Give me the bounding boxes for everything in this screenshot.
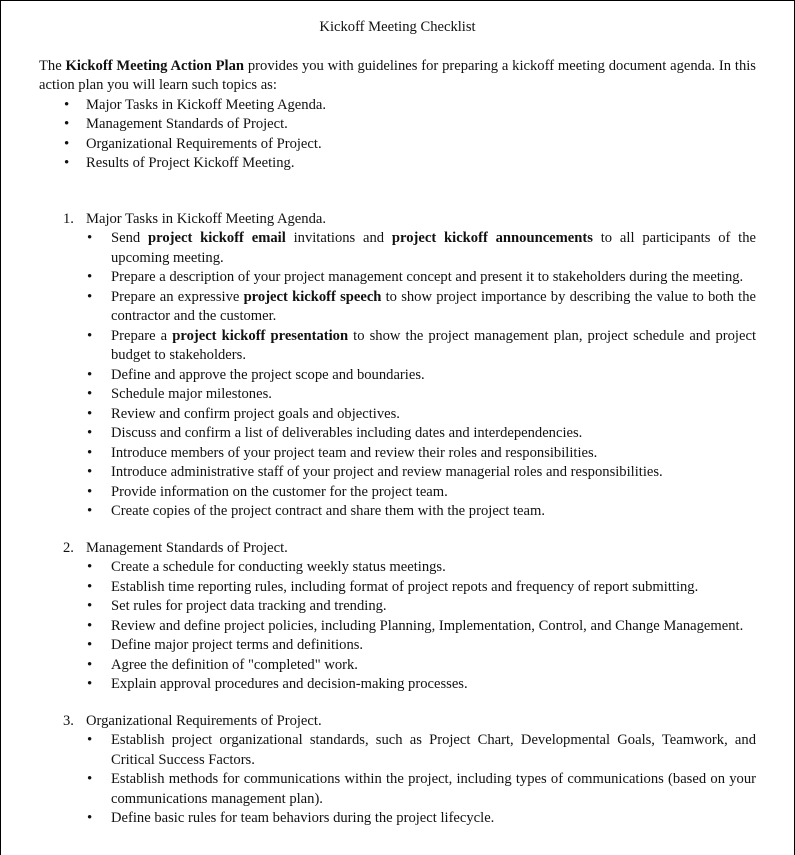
item-text: to show project importance by describing the value to both the contractor and the customer. <box>111 288 756 324</box>
item-text: Establish project organizational standards, such as Project Chart, Developmental Goals, Teamwork, and Critical Success Factors. <box>111 732 756 768</box>
checklist-item <box>86 636 756 656</box>
item-text: Provide information on the customer for the project team. <box>111 483 448 500</box>
checklist-item <box>86 327 756 366</box>
intro-paragraph <box>39 57 756 96</box>
checklist-item <box>86 366 756 386</box>
item-text: Schedule major milestones. <box>111 386 272 402</box>
sections-list <box>39 210 756 829</box>
item-text: Establish methods for communications within the project, including types of communications (based on your communications management plan). <box>111 771 756 807</box>
item-text: Send <box>111 230 149 246</box>
checklist-item <box>86 288 756 327</box>
checklist-item <box>86 731 756 770</box>
checklist-item <box>86 809 756 829</box>
checklist-item <box>86 656 756 676</box>
checklist-item <box>86 229 756 268</box>
item-text: to all participants of the upcoming meeting. <box>111 230 757 266</box>
section-1 <box>39 210 756 522</box>
item-text: to show the project management plan, project schedule and project budget to stakeholders. <box>111 327 756 363</box>
checklist-item <box>86 502 756 522</box>
checklist-item <box>86 385 756 405</box>
section-items <box>86 731 756 829</box>
intro-bold-phrase: Kickoff Meeting Action Plan <box>65 57 245 74</box>
item-text: Create a schedule for conducting weekly status meetings. <box>111 559 446 575</box>
item-text: Prepare a <box>111 327 173 344</box>
bold-phrase: project kickoff speech <box>243 288 382 305</box>
item-text: Prepare an expressive <box>111 288 244 305</box>
item-text: Introduce administrative staff of your project and review managerial roles and responsibilities. <box>111 464 663 480</box>
section-2 <box>39 539 756 695</box>
topics-list <box>39 96 756 174</box>
bold-phrase: project kickoff presentation <box>172 327 349 344</box>
bold-phrase: project kickoff email <box>148 230 286 246</box>
checklist-item <box>86 675 756 695</box>
section-3 <box>39 712 756 829</box>
item-text: invitations and <box>285 230 392 246</box>
intro-text-before: The <box>39 57 66 74</box>
checklist-item <box>86 424 756 444</box>
section-number: 2. <box>63 539 74 556</box>
item-text: Establish time reporting rules, including format of project repots and frequency of report submitting. <box>111 578 699 595</box>
item-text: Review and confirm project goals and objectives. <box>111 405 400 422</box>
checklist-item <box>86 444 756 464</box>
item-text: Agree the definition of "completed" work. <box>111 656 358 673</box>
item-text: Explain approval procedures and decision-making processes. <box>111 676 468 692</box>
item-text: Discuss and confirm a list of deliverables including dates and interdependencies. <box>111 425 583 441</box>
bold-phrase: project kickoff announcements <box>391 230 593 246</box>
checklist-item <box>86 770 756 809</box>
topic-item: • Management Standards of Project. <box>39 115 756 135</box>
intro-text-after: provides you with guidelines for preparing a kickoff meeting document agenda. In this action plan you will learn such topics as: <box>39 57 756 93</box>
topic-item: • Organizational Requirements of Project. <box>39 135 756 155</box>
checklist-item <box>86 617 756 637</box>
section-heading: Major Tasks in Kickoff Meeting Agenda. <box>86 210 327 227</box>
checklist-item <box>86 405 756 425</box>
topic-item: • Results of Project Kickoff Meeting. <box>39 154 756 174</box>
item-text: Set rules for project data tracking and trending. <box>111 598 387 614</box>
section-heading: Organizational Requirements of Project. <box>86 712 322 729</box>
section-number: 3. <box>63 712 74 729</box>
item-text: Introduce members of your project team and review their roles and responsibilities. <box>111 444 598 461</box>
item-text: Create copies of the project contract and share them with the project team. <box>111 503 545 519</box>
document-title: Kickoff Meeting Checklist <box>319 19 476 35</box>
checklist-item <box>86 483 756 503</box>
checklist-item <box>86 558 756 578</box>
item-text: Define major project terms and definitions. <box>111 637 364 653</box>
checklist-item <box>86 578 756 598</box>
section-items <box>86 229 756 522</box>
checklist-item <box>86 597 756 617</box>
topic-item: • Major Tasks in Kickoff Meeting Agenda. <box>39 96 756 116</box>
item-text: Define basic rules for team behaviors during the project lifecycle. <box>111 810 495 826</box>
item-text: Review and define project policies, including Planning, Implementation, Control, and Change Management. <box>111 617 744 634</box>
section-number: 1. <box>63 210 74 227</box>
item-text: Prepare a description of your project management concept and present it to stakeholders during the meeting. <box>111 269 744 285</box>
section-items <box>86 558 756 695</box>
checklist-item <box>86 463 756 483</box>
section-heading: Management Standards of Project. <box>86 539 288 556</box>
item-text: Define and approve the project scope and boundaries. <box>111 366 425 383</box>
checklist-item <box>86 268 756 288</box>
